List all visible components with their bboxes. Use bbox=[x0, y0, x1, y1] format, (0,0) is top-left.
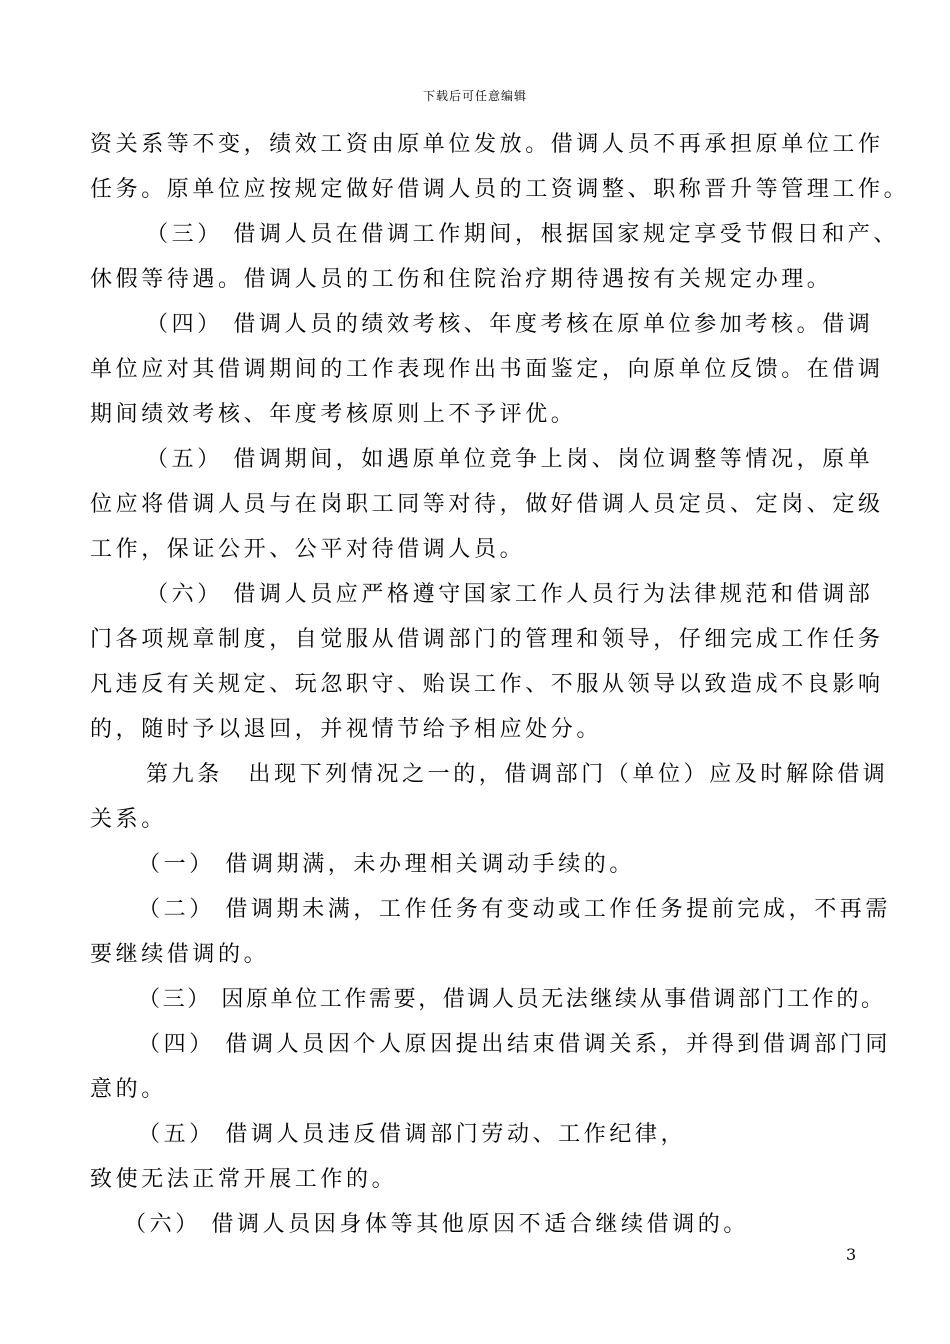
article-9-heading: 第九条 出现下列情况之一的，借调部门（单位）应及时解除借调 bbox=[146, 762, 889, 787]
text-line: 的，随时予以退回，并视情节给予相应处分。 bbox=[90, 717, 603, 742]
item-2: （二） 借调期未满，工作任务有变动或工作任务提前完成，不再需 bbox=[138, 897, 891, 922]
text-line: 位应将借调人员与在岗职工同等对待，做好借调人员定员、定岗、定级 bbox=[90, 492, 884, 517]
text-line: 期间绩效考核、年度考核原则上不予评优。 bbox=[90, 402, 577, 427]
item-6: （六） 借调人员因身体等其他原因不适合继续借调的。 bbox=[124, 1212, 749, 1237]
clause-5-start: （五） 借调期间，如遇原单位竞争上岗、岗位调整等情况，原单 bbox=[146, 447, 874, 472]
text-line: 单位应对其借调期间的工作表现作出书面鉴定，向原单位反馈。在借调 bbox=[90, 357, 884, 382]
item-3: （三） 因原单位工作需要，借调人员无法继续从事借调部门工作的。 bbox=[138, 987, 886, 1012]
text-line: 意的。 bbox=[90, 1077, 167, 1102]
text-line: 致使无法正常开展工作的。 bbox=[90, 1167, 398, 1192]
clause-4-start: （四） 借调人员的绩效考核、年度考核在原单位参加考核。借调 bbox=[146, 312, 874, 337]
clause-6-start: （六） 借调人员应严格遵守国家工作人员行为法律规范和借调部 bbox=[146, 582, 874, 607]
item-4: （四） 借调人员因个人原因提出结束借调关系，并得到借调部门同 bbox=[138, 1032, 891, 1057]
text-line: 凡违反有关规定、玩忽职守、贻误工作、不服从领导以致造成不良影响 bbox=[90, 672, 884, 697]
text-line: 门各项规章制度，自觉服从借调部门的管理和领导，仔细完成工作任务 bbox=[90, 627, 884, 652]
text-line: 休假等待遇。借调人员的工伤和住院治疗期待遇按有关规定办理。 bbox=[90, 267, 833, 292]
document-body bbox=[90, 122, 910, 1247]
item-1: （一） 借调期满，未办理相关调动手续的。 bbox=[138, 852, 635, 877]
text-line: 关系。 bbox=[90, 807, 167, 832]
text-line: 要继续借调的。 bbox=[90, 942, 270, 967]
header-note: 下载后可任意编辑 bbox=[422, 89, 527, 103]
text-line: 任务。原单位应按规定做好借调人员的工资调整、职称晋升等管理工作。 bbox=[90, 177, 910, 202]
page-number: 3 bbox=[846, 1245, 857, 1264]
item-5: （五） 借调人员违反借调部门劳动、工作纪律， bbox=[138, 1122, 687, 1147]
clause-3-start: （三） 借调人员在借调工作期间，根据国家规定享受节假日和产、 bbox=[146, 222, 899, 247]
text-line: 工作，保证公开、公平对待借调人员。 bbox=[90, 537, 526, 562]
text-line: 资关系等不变，绩效工资由原单位发放。借调人员不再承担原单位工作 bbox=[90, 132, 884, 157]
